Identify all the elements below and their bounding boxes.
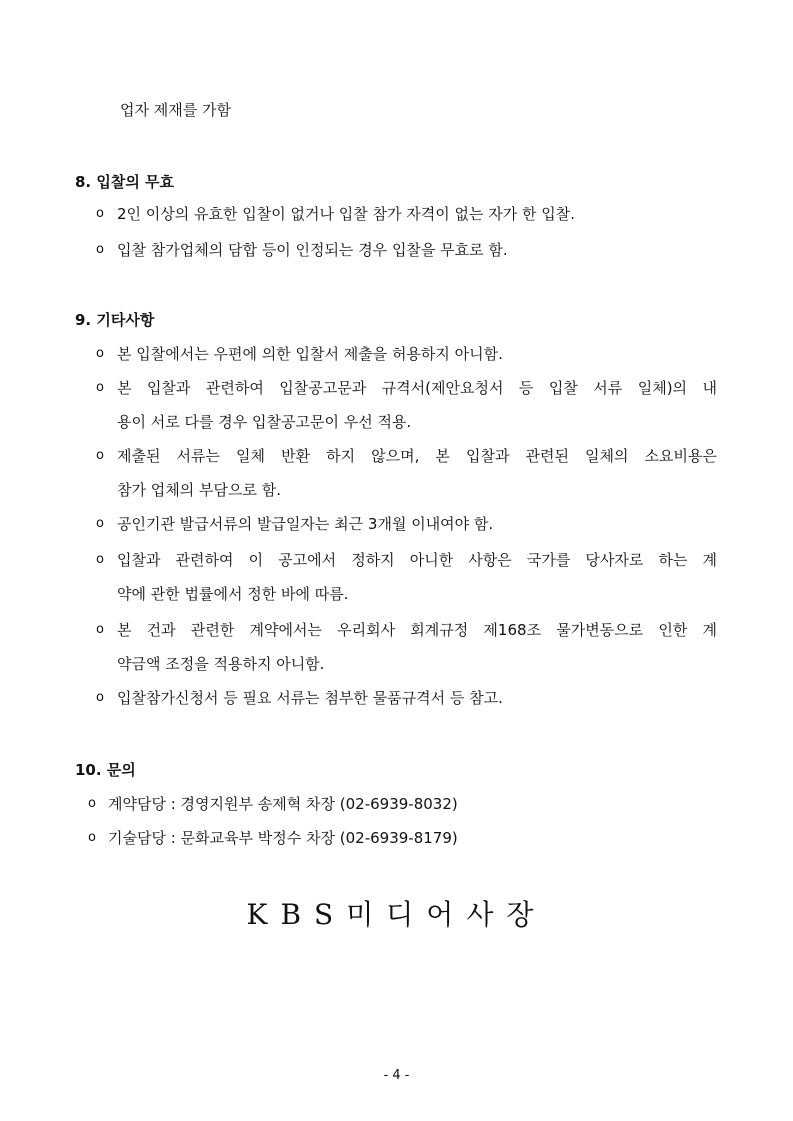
section-9-item-5-continued: 약에 관한 법률에서 정한 바에 따름. (117, 585, 349, 603)
bullet-marker: o (96, 622, 104, 637)
section-10-heading: 10. 문의 (75, 761, 136, 779)
bullet-marker: o (96, 448, 104, 463)
section-9-item-2-continued: 용이 서로 다를 경우 입찰공고문이 우선 적용. (117, 413, 412, 431)
section-8-item-1: 2인 이상의 유효한 입찰이 없거나 입찰 참가 자격이 없는 자가 한 입찰. (117, 205, 575, 223)
bullet-marker: o (88, 830, 96, 845)
intro-line: 업자 제재를 가함 (120, 101, 231, 119)
section-8-heading: 8. 입찰의 무효 (75, 173, 175, 191)
section-9-item-3-continued: 참가 업체의 부담으로 함. (117, 481, 281, 499)
bullet-marker: o (96, 516, 104, 531)
bullet-marker: o (88, 796, 96, 811)
page-number: - 4 - (383, 1068, 410, 1083)
section-9-item-1: 본 입찰에서는 우편에 의한 입찰서 제출을 허용하지 아니함. (117, 345, 503, 363)
section-9-item-6-continued: 약금액 조정을 적용하지 아니함. (117, 655, 325, 673)
bullet-marker: o (96, 690, 104, 705)
bullet-marker: o (96, 346, 104, 361)
section-9-item-2: 본 입찰과 관련하여 입찰공고문과 규격서(제안요청서 등 입찰 서류 일체)의 내 (117, 379, 717, 397)
bullet-marker: o (96, 552, 104, 567)
section-9-item-7: 입찰참가신청서 등 필요 서류는 첨부한 물품규격서 등 참고. (117, 689, 503, 707)
bullet-marker: o (96, 242, 104, 257)
issuer-signature: KBS미디어사장 (246, 898, 547, 931)
section-8-item-2: 입찰 참가업체의 담합 등이 인정되는 경우 입찰을 무효로 함. (117, 241, 508, 259)
section-9-item-5: 입찰과 관련하여 이 공고에서 정하지 아니한 사항은 국가를 당사자로 하는 계 (117, 551, 717, 569)
bullet-marker: o (96, 206, 104, 221)
contact-technical: 기술담당 : 문화교육부 박정수 차장 (02-6939-8179) (108, 829, 458, 847)
bullet-marker: o (96, 380, 104, 395)
contact-contract: 계약담당 : 경영지원부 송제혁 차장 (02-6939-8032) (108, 795, 458, 813)
section-9-item-3: 제출된 서류는 일체 반환 하지 않으며, 본 입찰과 관련된 일체의 소요비용은 (117, 447, 717, 465)
section-9-heading: 9. 기타사항 (75, 311, 155, 329)
section-9-item-6: 본 건과 관련한 계약에서는 우리회사 회계규정 제168조 물가변동으로 인한 계 (117, 621, 717, 639)
section-9-item-4: 공인기관 발급서류의 발급일자는 최근 3개월 이내여야 함. (117, 515, 494, 533)
